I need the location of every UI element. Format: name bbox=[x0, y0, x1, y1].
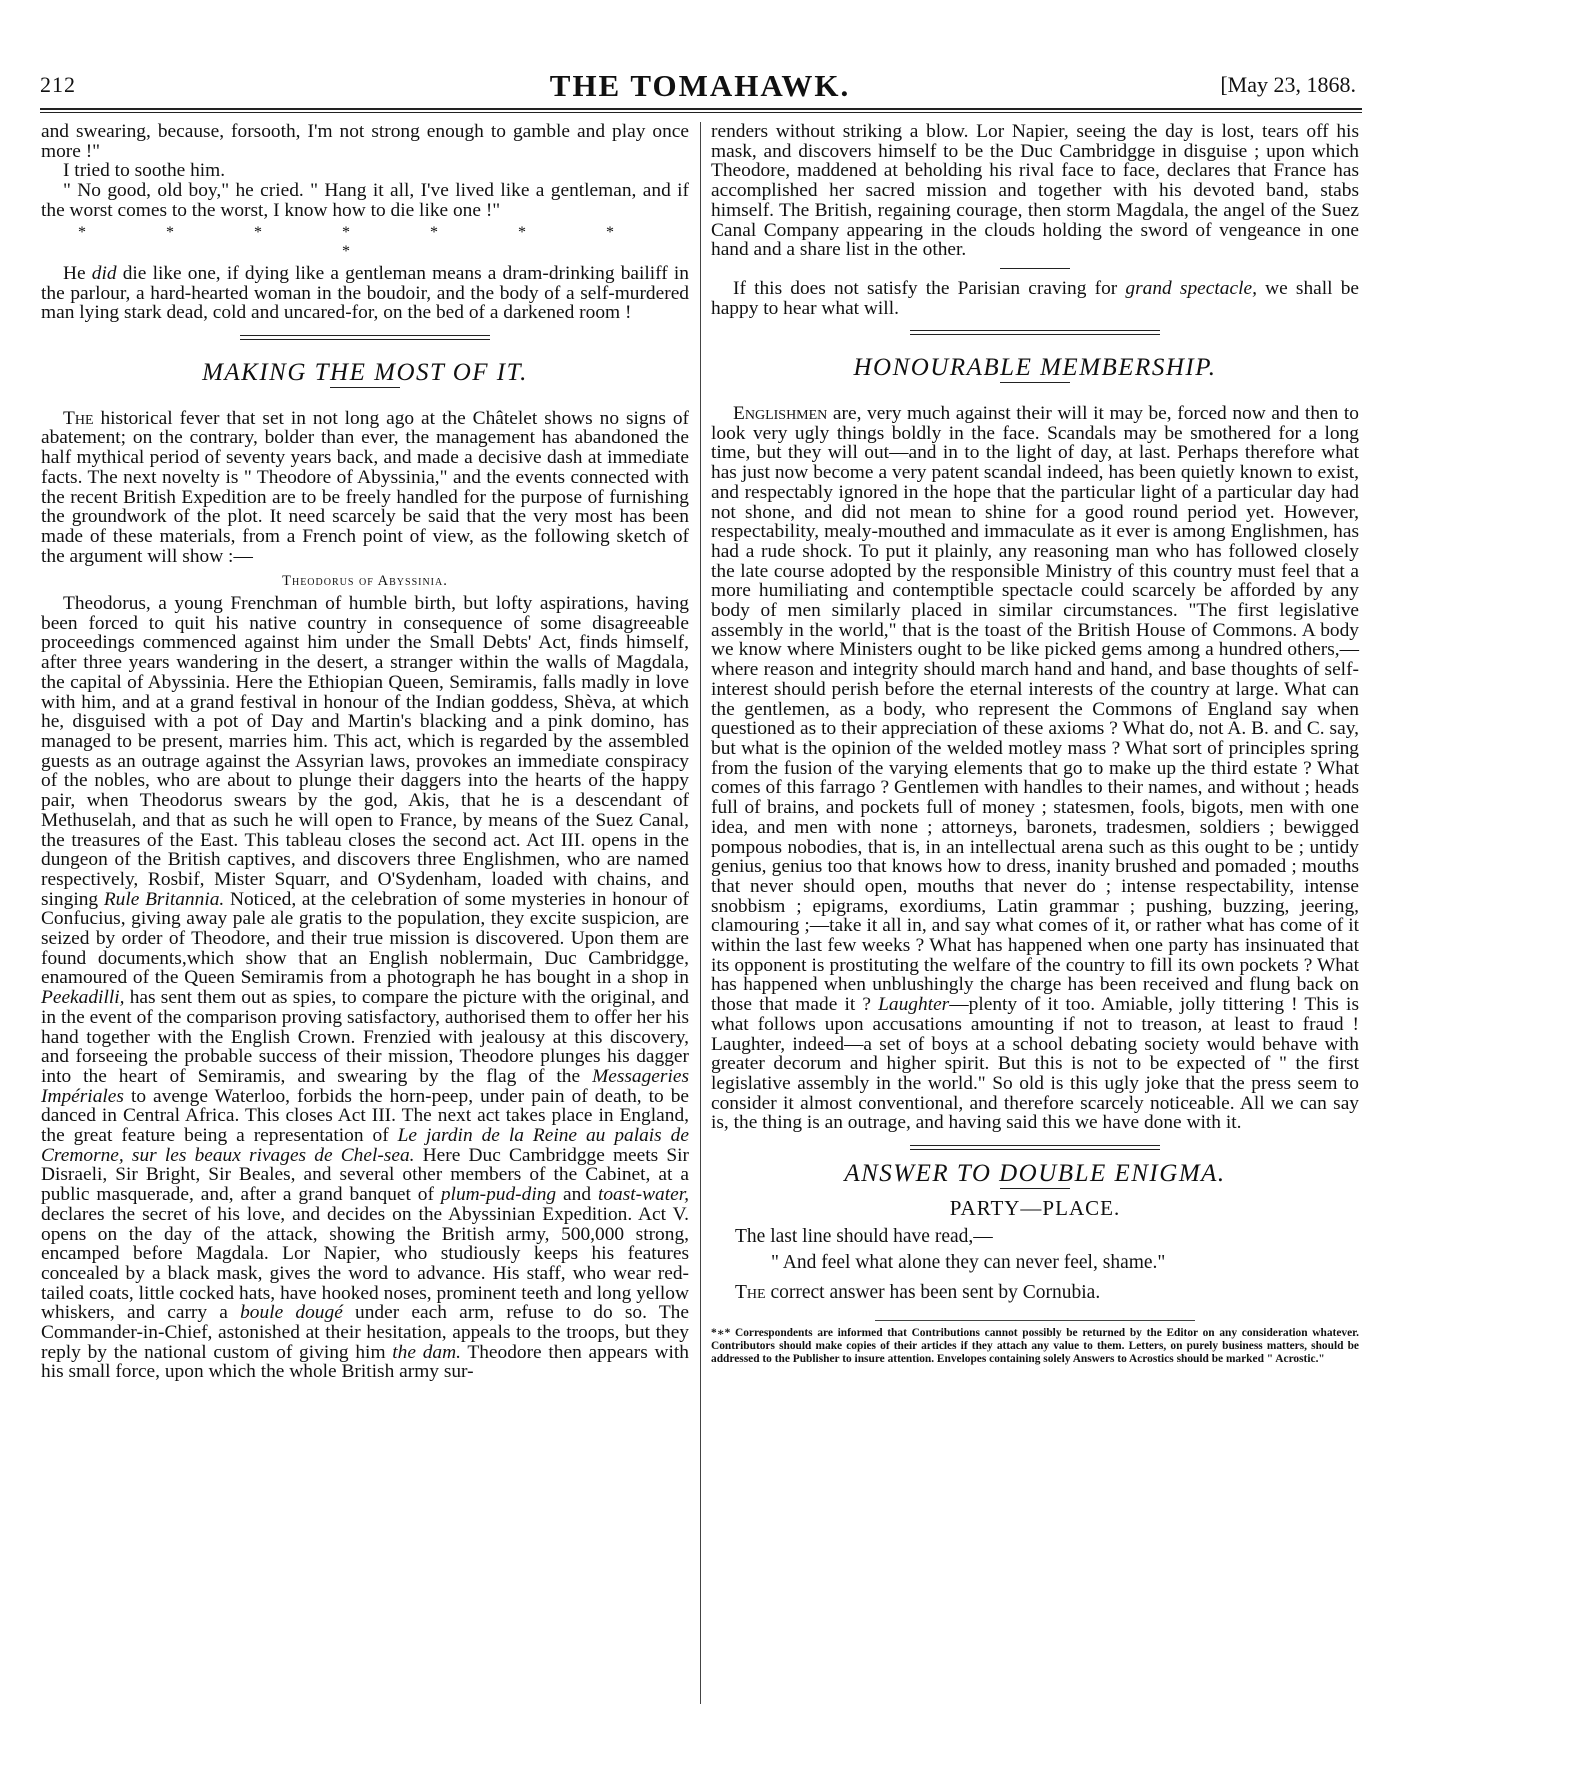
synopsis-continuation: renders without striking a blow. Lor Napier, seeing the day is lost, tears off his mask, and discovers himself to be the Duc Cambridgge in disguise ; upon which Theodore, maddened at beholding his rival face to face, declares that France has accomplished her sacred mission and together with his devoted band, stabs himself. The British, regaining courage, then storm Magdala, the angel of the Suez Canal Company appearing in the clouds holding the sword of vengeance in one hand and a share list in the other. bbox=[711, 121, 1359, 261]
story-paragraph-final: He did die like one, if dying like a gentleman means a dram-drinking bailiff in the parlour, a hard-hearted woman in the boudoir, and the body of a self-murdered man lying stark dead, cold and uncared-for, on the bed of a darkened room ! bbox=[41, 262, 689, 324]
header-rule bbox=[40, 108, 1362, 110]
title-rule bbox=[330, 387, 400, 388]
asterism-icon: *∗* bbox=[711, 1327, 731, 1340]
page-number: 212 bbox=[40, 72, 76, 97]
footnote-rule bbox=[875, 1320, 1195, 1321]
closing-remark: If this does not satisfy the Parisian craving for grand spectacle, we shall be happy to hear what will. bbox=[711, 277, 1359, 319]
issue-date: [May 23, 1868. bbox=[1220, 72, 1356, 97]
story-paragraph: I tried to soothe him. bbox=[63, 160, 226, 182]
story-continuation: and swearing, because, forsooth, I'm not strong enough to gamble and play once more !" bbox=[41, 121, 689, 162]
article-separator bbox=[910, 1145, 1160, 1150]
left-column bbox=[41, 122, 689, 1382]
article-synopsis: Theodorus, a young Frenchman of humble birth, but lofty aspirations, having been forced to quit his native country in consequence of some disagreeable proceedings commenced against him under the Small Debts' Act, finds himself, after three years wandering in the desert, a stranger within the walls of Magdala, the capital of Abyssinia. Here the Ethiopian Queen, Semiramis, falls madly in love with him, and at a grand festival in honour of the Indian goddess, Shèva, at which he, disguised with a pot of Day and Martin's blacking and a pink domino, has managed to be present, marries him. This act, which is regarded by the assembled guests as an outrage against the Assyrian laws, provokes an immediate conspiracy of the nobles, who are about to plunge their daggers into the hearts of the happy pair, when Theodorus swears by the god, Akis, that he is a descendant of Methuselah, and that as such he will open to France, by means of the Suez Canal, the treasures of the East. This tableau closes the second act. Act III. opens in the dungeon of the British captives, and discovers three Englishmen, who are named respectively, Rosbif, Mister Squarr, and O'Sydenham, loaded with chains, and singing Rule Britannia. Noticed, at the celebration of some mysteries in honour of Confucius, giving away pale ale gratis to the population, they excite suspicion, are seized by order of Theodore, and their true mission is discovered. Upon them are found documents,which show that an English noblermain, Duc Cambridgge, enamoured of the Queen Semiramis from a photograph he has bought in a shop in Peekadilli, has sent them out as spies, to compare the picture with the original, and in the event of the comparison proving satisfactory, authorised them to offer her his hand together with the English Crown. Frenzied with jealousy at this discovery, and forseeing the probable success of their mission, Theodore plunges his dagger into the heart of Semiramis, and swearing by the flag of the Messageries Impériales to avenge Waterloo, forbids the horn-peep, under pain of death, to be danced in Central Africa. This closes Act III. The next act takes place in England, the great feature being a representation of Le jardin de la Reine au palais de Cremorne, sur les beaux rivages de Chel-sea. Here Duc Cambridgge meets Sir Disraeli, Sir Bright, Sir Beales, and several other members of the Cabinet, at a public masquerade, and, after a grand banquet of plum-pud-ding and toast-water, declares the secret of his love, and decides on the Abyssinian Expedition. Act V. opens on the day of the attack, showing the British army, 500,000 strong, encamped before Magdala. Lor Napier, who studiously keeps his features concealed by a black mask, gives the word to advance. His staff, who wear red-tailed coats, little cocked hats, have hooked noses, prominent teeth and long yellow whiskers, and carry a boule dougé under each arm, refuse to do so. The Commander-in-Chief, astonished at their hesitation, appeals to the troops, but they reply by the national custom of giving him the dam. Theodore then appears with his small force, upon which the whole British army sur- bbox=[41, 593, 689, 1383]
correspondents-notice: *∗* Correspondents are informed that Contributions cannot possibly be returned by the Editor on any consideration whatever. Contributors should make copies of their articles if they attach any value to them. Letters, on purely business matters, should be addressed to the Publisher to insure attention. Envelopes containing solely Answers to Acrostics should be marked " Acrostic." bbox=[711, 1327, 1359, 1366]
enigma-title: ANSWER TO DOUBLE ENIGMA. bbox=[844, 1160, 1226, 1188]
answer-quote: " And feel what alone they can never feel, shame." bbox=[771, 1252, 1166, 1274]
article-separator bbox=[910, 330, 1160, 335]
section-stars: * * * * * * * * bbox=[78, 223, 652, 261]
article-title: HONOURABLE MEMBERSHIP. bbox=[853, 354, 1217, 382]
title-rule bbox=[1000, 1188, 1070, 1189]
answer-credit: The correct answer has been sent by Cornubia. bbox=[735, 1282, 1101, 1304]
enigma-answer: PARTY—PLACE. bbox=[949, 1195, 1121, 1220]
header-rule-thin bbox=[40, 112, 1362, 113]
story-paragraph: " No good, old boy," he cried. " Hang it all, I've lived like a gentleman, and if the worst comes to the worst, I know how to die like one !" bbox=[41, 180, 689, 221]
article-intro: The historical fever that set in not long ago at the Châtelet shows no signs of abatement; on the contrary, bolder than ever, the management has abandoned the half mythical period of seventy years back, and made a decisive dash at immediate facts. The next novelty is " Theodore of Abyssinia," and the events connected with the recent British Expedition are to be freely handled for the purpose of furnishing the groundwork of the plot. It need scarcely be said that the very most has been made of these materials, from a French point of view, as the following sketch of the argument will show :— bbox=[41, 407, 689, 567]
article-body: Englishmen are, very much against their will it may be, forced now and then to look very ugly things boldly in the face. Scandals may be smothered for a long time, but they will out—and in to the light of day, at last. Perhaps therefore what has just now become a very patent scandal indeed, has been quietly known to exist, and respectably ignored in the hope that the particular light of a particular day had not shone, and did not mean to shine for a good round period yet. However, respectability, mealy-mouthed and immaculate as it ever is among Englishmen, has had a rude shock. To put it plainly, any reasoning man who has followed closely the late course adopted by the responsible Ministry of this country must feel that a more humiliating and contemptible spectacle could scarcely be afforded by any body of men similarly placed in similar circumstances. "The first legislative assembly in the world," that is the toast of the British House of Commons. A body we know where Ministers ought to be like picked gems among a hundred others,—where reason and integrity should march hand and hand, and base thoughts of self-interest should perish before the eternal interests of the country at large. What can the gentlemen, as a body, who represent the Commons of England say when questioned as to their appreciation of these axioms ? What do, not A. B. and C. say, but what is the opinion of the welded motley mass ? What sort of principles spring from the fusion of the varying elements that go to make up the third estate ? What comes of this farrago ? Gentlemen with handles to their names, and without ; heads full of brains, and pockets full of money ; statesmen, fools, bigots, men with one idea, and men with none ; attorneys, baronets, tradesmen, soldiers ; bewigged pompous nobodies, that is, in an intellectual arena such as this ought to be ; untidy genius, genius too that knows how to dress, inanity brushed and pomaded ; mouths that never should open, mouths that never do ; intense respectability, intense snobbism ; epigrams, exordiums, Latin grammar ; pushing, buzzing, jeering, clamouring ;—take it all in, and say what comes of it, or rather what has come of it within the last few weeks ? What has happened when one party has insinuated that its opponent is prostituting the welfare of the country to fill its own pockets ? What has happened when unblushingly the charge has been received and flung back on those that made it ? Laughter—plenty of it too. Amiable, jolly tittering ! This is what follows upon accusations amounting if not to treason, at least to fraud ! Laughter, indeed—a set of boys at a school debating society would behave with greater decorum and higher spirit. But this is not to be expected of " the first legislative assembly in the world." So old is this ugly joke that the press seem to consider it almost conventional, and therefore scarcely noticeable. All we can say is, the thing is an outrage, and having said this we have done with it. bbox=[711, 403, 1359, 1134]
right-column bbox=[711, 122, 1359, 1366]
short-rule bbox=[1000, 268, 1070, 269]
answer-line: The last line should have read,— bbox=[735, 1226, 993, 1248]
column-divider bbox=[700, 122, 701, 1704]
article-separator bbox=[240, 335, 490, 340]
title-rule bbox=[1000, 382, 1070, 383]
page-header bbox=[40, 68, 1360, 108]
subheading: Theodorus of Abyssinia. bbox=[282, 573, 448, 590]
article-title: MAKING THE MOST OF IT. bbox=[202, 359, 528, 387]
masthead: THE TOMAHAWK. bbox=[549, 68, 851, 103]
